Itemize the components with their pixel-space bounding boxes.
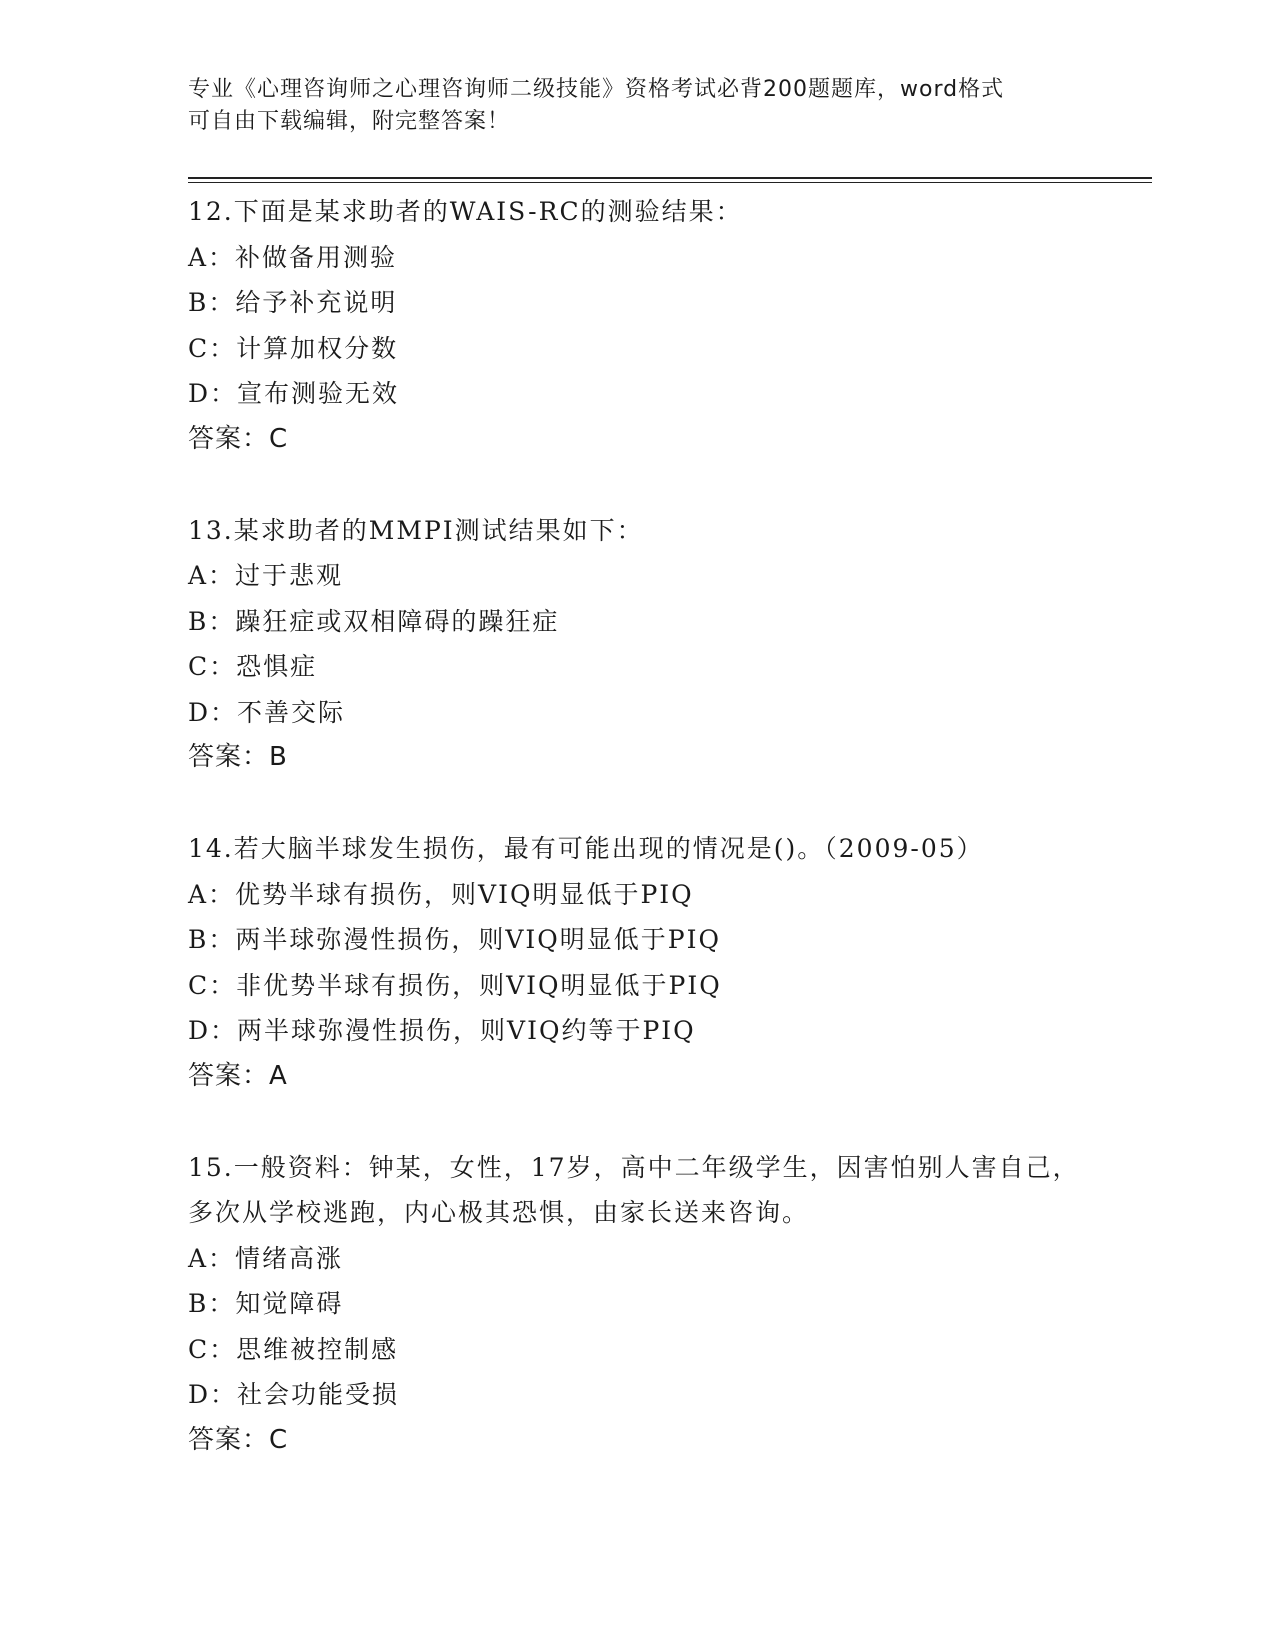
option-a: A：补做备用测验 xyxy=(188,242,398,272)
header-line-2: 可自由下载编辑，附完整答案！ xyxy=(188,109,511,134)
question-text: 14.若大脑半球发生损伤，最有可能出现的情况是()。（2009-05） xyxy=(188,834,984,863)
option-a: A：过于悲观 xyxy=(188,561,344,590)
option-a: A：情绪高涨 xyxy=(188,1243,344,1273)
question-text: 12.下面是某求助者的WAIS-RC的测验结果： xyxy=(188,197,743,226)
option-d: D：社会功能受损 xyxy=(188,1380,400,1409)
option-b: B：知觉障碍 xyxy=(188,1289,344,1318)
option-b: B：两半球弥漫性损伤，则VIQ明显低于PIQ xyxy=(188,925,721,954)
question-spacer xyxy=(188,781,1088,827)
option-c: C：思维被控制感 xyxy=(188,1334,399,1364)
header-line-1: 专业《心理咨询师之心理咨询师二级技能》资格考试必背200题题库，word格式 xyxy=(188,77,1005,102)
header-rule-thin xyxy=(188,182,1152,183)
document-header xyxy=(188,74,1088,138)
option-c: C：非优势半球有损伤，则VIQ明显低于PIQ xyxy=(188,970,722,1000)
option-d: D：宣布测验无效 xyxy=(188,379,400,408)
option-b: B：给予补充说明 xyxy=(188,288,398,317)
question-spacer xyxy=(188,1099,1088,1145)
header-rule-thick xyxy=(188,177,1152,179)
question-15 xyxy=(188,1145,1088,1464)
question-spacer xyxy=(188,462,1088,508)
answer-line: 答案：B xyxy=(188,742,288,772)
question-14 xyxy=(188,826,1088,1099)
option-a: A：优势半球有损伤，则VIQ明显低于PIQ xyxy=(188,879,694,909)
question-text: 15.一般资料：钟某，女性，17岁，高中二年级学生，因害怕别人害自己，多次从学校逃跑，内心极其恐惧，由家长送来咨询。 xyxy=(188,1152,1080,1227)
question-list xyxy=(188,189,1088,1463)
answer-line: 答案：C xyxy=(188,1424,289,1455)
question-text: 13.某求助者的MMPI测试结果如下： xyxy=(188,515,644,545)
question-12 xyxy=(188,189,1088,462)
option-c: C：计算加权分数 xyxy=(188,333,399,363)
option-b: B：躁狂症或双相障碍的躁狂症 xyxy=(188,606,560,636)
question-13 xyxy=(188,508,1088,781)
option-c: C：恐惧症 xyxy=(188,652,318,681)
option-d: D：两半球弥漫性损伤，则VIQ约等于PIQ xyxy=(188,1016,696,1045)
option-d: D：不善交际 xyxy=(188,697,346,727)
answer-line: 答案：C xyxy=(188,423,289,454)
answer-line: 答案：A xyxy=(188,1060,288,1091)
